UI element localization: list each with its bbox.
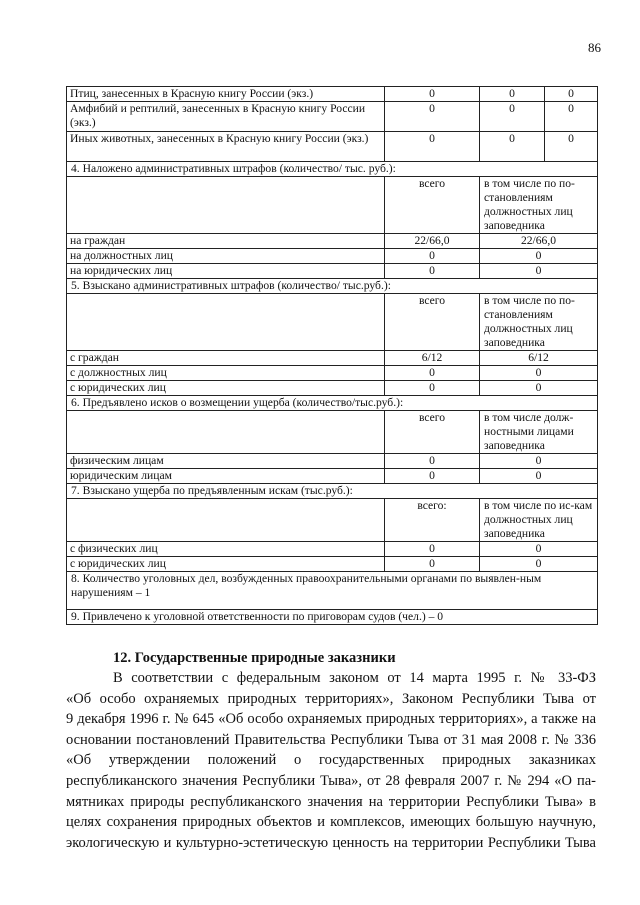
- table-row: [67, 351, 598, 366]
- row-value: 0: [385, 102, 480, 132]
- header-including: в том числе долж-ностными лицами заповедника: [480, 411, 598, 454]
- table-row: [67, 249, 598, 264]
- section-heading: 12. Государственные природные заказники: [113, 650, 396, 666]
- table-row: [67, 366, 598, 381]
- row-label: юридическим лицам: [67, 469, 385, 484]
- row-including: 0: [480, 264, 598, 279]
- section-header-row: [67, 411, 598, 454]
- item8-text: 8. Количество уголовных дел, возбужденных правоохранительными органами по выявлен-ным нарушениям – 1: [67, 572, 598, 610]
- page-number: 86: [588, 40, 601, 55]
- table-row: [67, 87, 598, 102]
- table-row: [67, 557, 598, 572]
- row-label: на должностных лиц: [67, 249, 385, 264]
- table-row: [67, 132, 598, 162]
- row-value: 0: [480, 132, 545, 162]
- header-including: в том числе по по-становлениям должностных лиц заповедника: [480, 294, 598, 351]
- table-row: [67, 381, 598, 396]
- section-title-row: [67, 162, 598, 177]
- paragraph-line: целях сохранения природных объектов и комплексов, имеющих большую научную,: [66, 814, 596, 831]
- row-total: 0: [385, 469, 480, 484]
- row-value: 0: [480, 87, 545, 102]
- header-total: всего: [385, 411, 480, 454]
- header-including: в том числе по по-становлениям должностных лиц заповедника: [480, 177, 598, 234]
- row-label: Птиц, занесенных в Красную книгу России (экз.): [67, 87, 385, 102]
- section-title-row: [67, 396, 598, 411]
- row-including: 0: [480, 542, 598, 557]
- section-title-row: [67, 484, 598, 499]
- row-value: 0: [545, 132, 598, 162]
- section-header-row: [67, 499, 598, 542]
- paragraph-line: мятниках природы республиканского значения на территории Республики Тыва» в: [66, 793, 596, 810]
- row-total: 6/12: [385, 351, 480, 366]
- header-total: всего: [385, 177, 480, 234]
- row-including: 0: [480, 366, 598, 381]
- row-total: 0: [385, 557, 480, 572]
- row-label: на граждан: [67, 234, 385, 249]
- section-title: 5. Взыскано административных штрафов (количество/ тыс.руб.):: [67, 279, 598, 294]
- paragraph-line: «Об утверждении положений о государственных природных заказниках: [66, 752, 596, 769]
- section-title: 6. Предъявлено исков о возмещении ущерба (количество/тыс.руб.):: [67, 396, 598, 411]
- row-total: 0: [385, 542, 480, 557]
- statistics-table: [66, 86, 598, 625]
- paragraph-line: основании постановлений Правительства Республики Тыва от 31 мая 2008 г. № 336: [66, 731, 596, 748]
- row-value: 0: [545, 87, 598, 102]
- paragraph-line: В соответствии с федеральным законом от 14 марта 1995 г. № 33-ФЗ: [113, 670, 596, 686]
- row-including: 0: [480, 381, 598, 396]
- table-row: [67, 102, 598, 132]
- row-including: 6/12: [480, 351, 598, 366]
- table-row: [67, 264, 598, 279]
- section-title: 7. Взыскано ущерба по предъявленным искам (тыс.руб.):: [67, 484, 598, 499]
- item9-text: 9. Привлечено к уголовной ответственности по приговорам судов (чел.) – 0: [67, 610, 598, 625]
- row-total: 0: [385, 249, 480, 264]
- table-row: [67, 610, 598, 625]
- row-label: физическим лицам: [67, 454, 385, 469]
- row-label: с юридических лиц: [67, 381, 385, 396]
- table-row: [67, 572, 598, 610]
- row-including: 0: [480, 454, 598, 469]
- paragraph-line: экологическую и культурно-эстетическую ценность на территории Республики Тыва: [66, 834, 596, 851]
- row-label: на юридических лиц: [67, 264, 385, 279]
- paragraph-line: республиканского значения Республики Тыва», от 28 февраля 2007 г. № 294 «О па-: [66, 772, 596, 789]
- table-row: [67, 454, 598, 469]
- table-row: [67, 469, 598, 484]
- row-label: Амфибий и рептилий, занесенных в Красную книгу России (экз.): [67, 102, 385, 132]
- table-row: [67, 542, 598, 557]
- row-label: Иных животных, занесенных в Красную книгу России (экз.): [67, 132, 385, 162]
- row-label: с граждан: [67, 351, 385, 366]
- paragraph-line: «Об особо охраняемых природных территориях», Законом Республики Тыва от: [66, 690, 596, 707]
- header-blank: [67, 177, 385, 234]
- row-total: 0: [385, 454, 480, 469]
- header-total: всего: [385, 294, 480, 351]
- header-blank: [67, 294, 385, 351]
- row-value: 0: [545, 102, 598, 132]
- row-including: 22/66,0: [480, 234, 598, 249]
- row-label: с физических лиц: [67, 542, 385, 557]
- paragraph-line: 9 декабря 1996 г. № 645 «Об особо охраняемых природных территориях», а также на: [66, 711, 596, 728]
- header-blank: [67, 411, 385, 454]
- row-total: 0: [385, 264, 480, 279]
- row-total: 22/66,0: [385, 234, 480, 249]
- row-value: 0: [385, 87, 480, 102]
- row-value: 0: [385, 132, 480, 162]
- section-header-row: [67, 294, 598, 351]
- row-including: 0: [480, 249, 598, 264]
- header-total: всего:: [385, 499, 480, 542]
- row-total: 0: [385, 381, 480, 396]
- row-value: 0: [480, 102, 545, 132]
- body-paragraph: [66, 668, 596, 853]
- row-label: с юридических лиц: [67, 557, 385, 572]
- section-title-row: [67, 279, 598, 294]
- section-header-row: [67, 177, 598, 234]
- row-label: с должностных лиц: [67, 366, 385, 381]
- row-including: 0: [480, 557, 598, 572]
- table-row: [67, 234, 598, 249]
- row-including: 0: [480, 469, 598, 484]
- section-title: 4. Наложено административных штрафов (количество/ тыс. руб.):: [67, 162, 598, 177]
- header-including: в том числе по ис-кам должностных лиц заповедника: [480, 499, 598, 542]
- header-blank: [67, 499, 385, 542]
- row-total: 0: [385, 366, 480, 381]
